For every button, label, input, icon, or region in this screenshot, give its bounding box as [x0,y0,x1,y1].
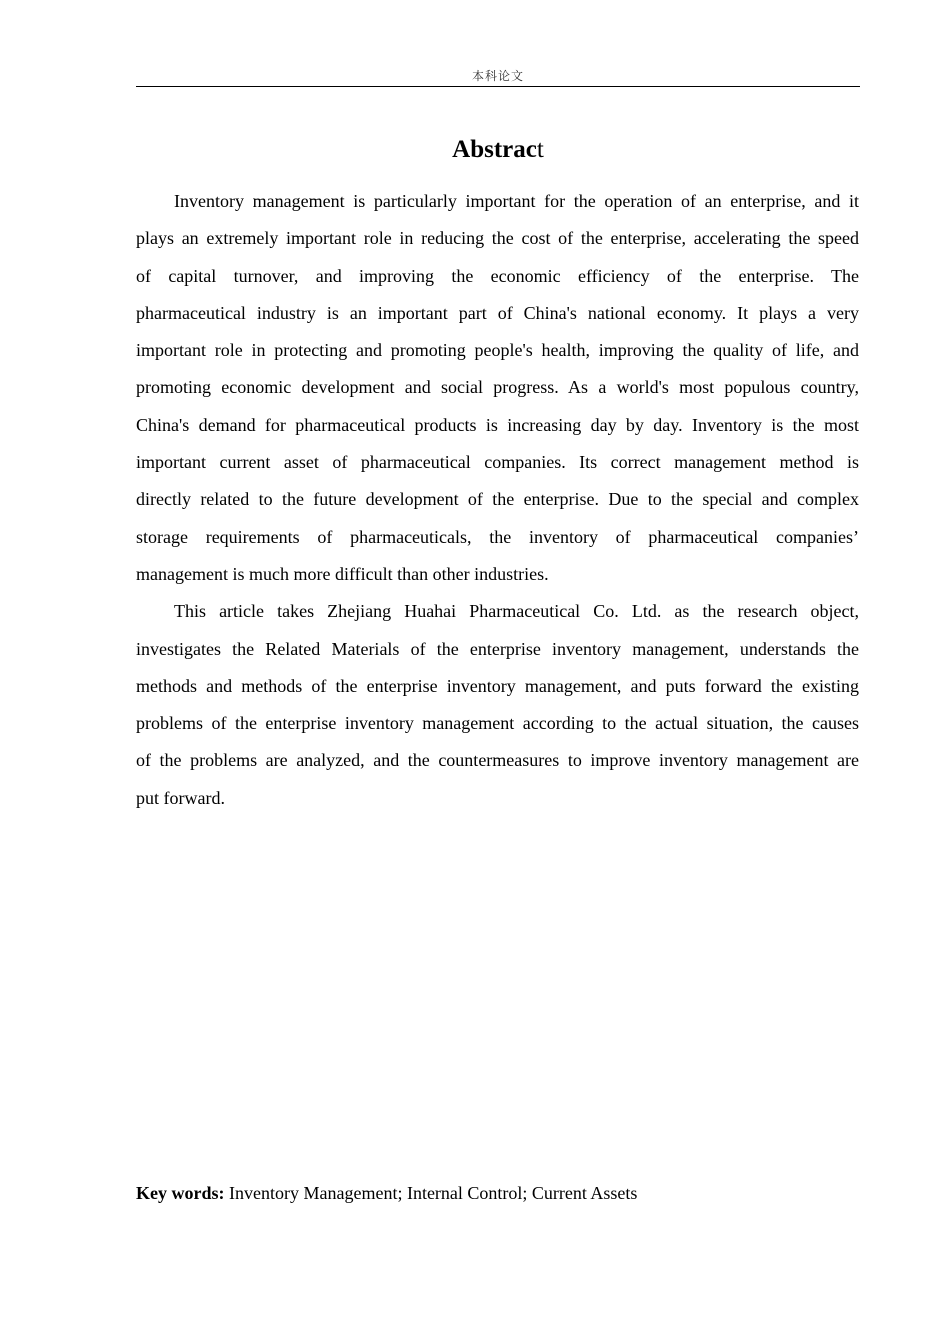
text-line: problems of the enterprise inventory management according to the actual situation, the causes [136,713,859,734]
running-header [136,66,860,87]
text-line: put forward. [136,787,225,808]
text-line: important role in protecting and promoting people's health, improving the quality of life, and [136,340,859,361]
text-line: China's demand for pharmaceutical products is increasing day by day. Inventory is the most [136,414,859,435]
abstract-paragraph-1 [136,183,859,593]
text-line: storage requirements of pharmaceuticals, the inventory of pharmaceutical companies’ [136,526,859,547]
title-normal-part: t [536,136,544,163]
keywords-line [136,1178,637,1208]
text-line: pharmaceutical industry is an important part of China's national economy. It plays a very [136,302,859,323]
text-line: of capital turnover, and improving the economic efficiency of the enterprise. The [136,265,859,286]
running-header-title: 本科论文 [471,69,524,83]
text-line: promoting economic development and social progress. As a world's most populous country, [136,377,859,398]
text-line: plays an extremely important role in reducing the cost of the enterprise, accelerating the speed [136,228,859,249]
text-line: investigates the Related Materials of the enterprise inventory management, understands the [136,638,859,659]
text-line: directly related to the future development of the enterprise. Due to the special and complex [136,489,859,510]
abstract-body [136,183,859,817]
keywords-label: Key words: [136,1183,225,1203]
text-line: Inventory management is particularly important for the operation of an enterprise, and it [174,191,859,211]
abstract-paragraph-2 [136,593,859,817]
text-line: of the problems are analyzed, and the countermeasures to improve inventory management are [136,750,859,771]
text-line: methods and methods of the enterprise inventory management, and puts forward the existing [136,675,859,696]
text-line: This article takes Zhejiang Huahai Pharmaceutical Co. Ltd. as the research object, [174,601,859,622]
page-title [136,133,860,167]
text-line: important current asset of pharmaceutical companies. Its correct management method is [136,452,859,473]
keywords-text: Inventory Management; Internal Control; Current Assets [224,1183,638,1203]
title-bold-part: Abstrac [452,136,537,163]
text-line: management is much more difficult than other industries. [136,563,549,584]
